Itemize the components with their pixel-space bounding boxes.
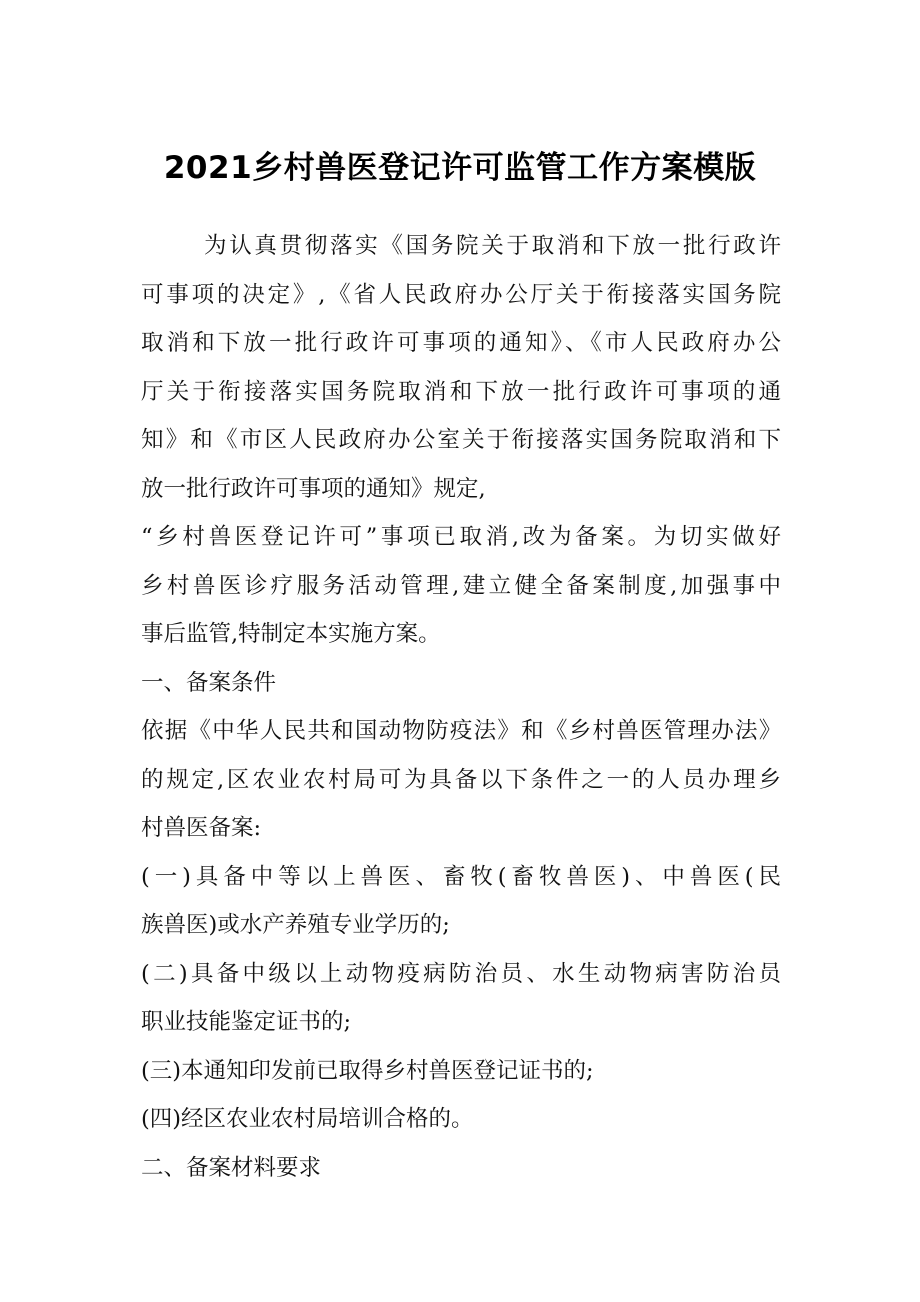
- paragraph-line: 村兽医备案:: [141, 815, 262, 841]
- paragraph-line: 依据《中华人民共和国动物防疫法》和《乡村兽医管理办法》: [141, 718, 781, 744]
- section-heading: 二、备案材料要求: [141, 1154, 322, 1181]
- paragraph-line: 可事项的决定》,《省人民政府办公厅关于衔接落实国务院: [141, 281, 781, 308]
- paragraph-line: 知》和《市区人民政府办公室关于衔接落实国务院取消和下: [141, 427, 781, 453]
- paragraph-line: 取消和下放一批行政许可事项的通知》、《市人民政府办公: [141, 330, 781, 356]
- paragraph-line: 为认真贯彻落实《国务院关于取消和下放一批行政许: [204, 233, 781, 259]
- list-item-line: (二)具备中级以上动物疫病防治员、水生动物病害防治员: [141, 960, 781, 987]
- list-item-line: (三)本通知印发前已取得乡村兽医登记证书的;: [141, 1057, 594, 1084]
- list-item-line: 职业技能鉴定证书的;: [141, 1009, 352, 1035]
- list-item-line: (一)具备中等以上兽医、畜牧(畜牧兽医)、中兽医(民: [141, 863, 781, 890]
- paragraph-line: 事后监管,特制定本实施方案。: [141, 621, 441, 647]
- paragraph-line: 厅关于衔接落实国务院取消和下放一批行政许可事项的通: [141, 378, 781, 405]
- list-item-line: (四)经区农业农村局培训合格的。: [141, 1106, 474, 1132]
- document-title: 2021乡村兽医登记许可监管工作方案模版: [163, 150, 757, 186]
- paragraph-line: 放一批行政许可事项的通知》规定,: [141, 475, 486, 502]
- list-item-line: 族兽医)或水产养殖专业学历的;: [141, 912, 450, 938]
- paragraph-line: 的规定,区农业农村局可为具备以下条件之一的人员办理乡: [141, 766, 781, 793]
- paragraph-line: “乡村兽医登记许可”事项已取消,改为备案。为切实做好: [141, 524, 781, 550]
- section-heading: 一、备案条件: [141, 669, 277, 696]
- document-body: [141, 222, 781, 1192]
- paragraph-line: 乡村兽医诊疗服务活动管理,建立健全备案制度,加强事中: [141, 572, 781, 599]
